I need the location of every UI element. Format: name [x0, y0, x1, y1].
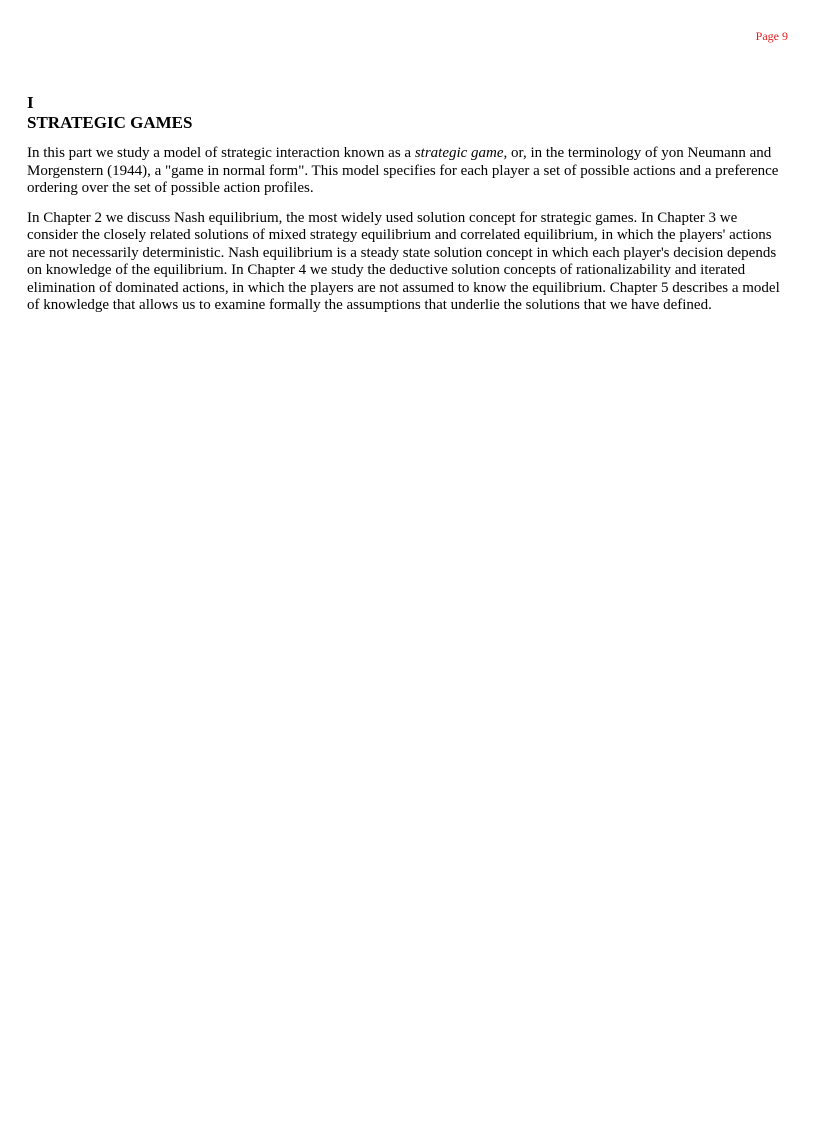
page-content: [27, 93, 789, 327]
intro-paragraph-text-start: In this part we study a model of strategic interaction known as a: [27, 145, 415, 161]
part-number: I: [27, 93, 34, 112]
intro-paragraph: [27, 145, 789, 198]
intro-paragraph-text-end: , or, in the terminology of yon Neumann and Morgenstern (1944), a "game in normal form". This model specifies for each player a set of possible actions and a preference ordering over the set of possible action profiles.: [27, 145, 779, 196]
intro-paragraph-emphasis: strategic game: [414, 145, 504, 161]
page-number: Page 9: [755, 29, 788, 43]
part-title: STRATEGIC GAMES: [27, 113, 193, 132]
chapters-overview-paragraph: In Chapter 2 we discuss Nash equilibrium, the most widely used solution concept for strategic games. In Chapter 3 we consider the closely related solutions of mixed strategy equilibrium and correlated equilibrium, in which the players' actions are not necessarily deterministic. Nash equilibrium is a steady state solution concept in which each player's decision depends on knowledge of the equilibrium. In Chapter 4 we study the deductive solution concepts of rationalizability and iterated elimination of dominated actions, in which the players are not assumed to know the equilibrium. Chapter 5 describes a model of knowledge that allows us to examine formally the assumptions that underlie the solutions that we have defined.: [27, 209, 780, 313]
